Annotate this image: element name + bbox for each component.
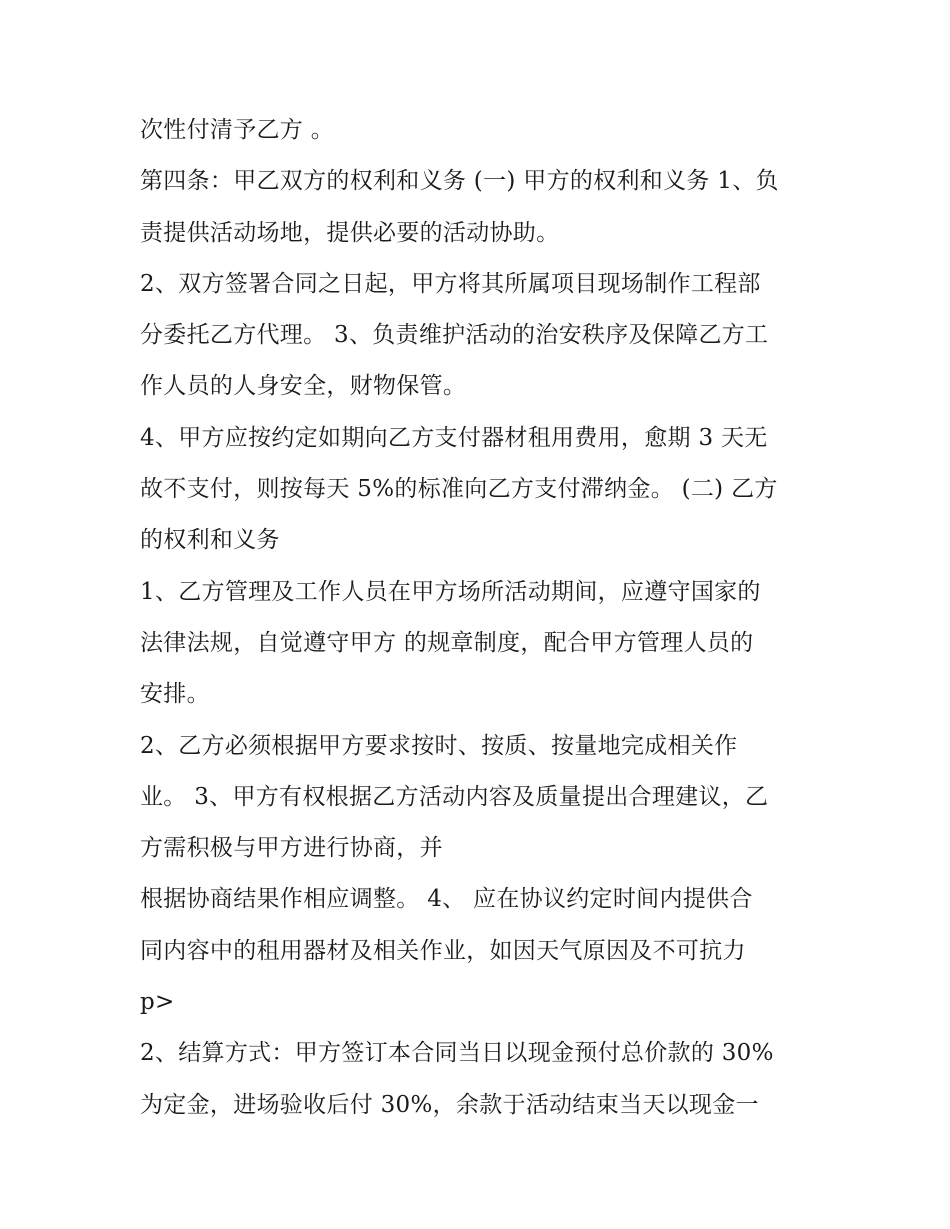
text-line: 2、结算方式：甲方签订本合同当日以现金预付总价款的 30% [140, 1040, 774, 1067]
text-line: p> [140, 989, 175, 1016]
text-line: 方需积极与甲方进行协商，并 [140, 835, 443, 862]
text-line: 责提供活动场地，提供必要的活动协助。 [140, 219, 560, 246]
text-line: 业。 3、甲方有权根据乙方活动内容及质量提出合理建议，乙 [140, 783, 769, 810]
text-line: 2、双方签署合同之日起，甲方将其所属项目现场制作工程部 [140, 270, 761, 297]
text-line: 2、乙方必须根据甲方要求按时、按质、按量地完成相关作 [140, 732, 738, 759]
text-line: 同内容中的租用器材及相关作业，如因天气原因及不可抗力 [140, 937, 746, 964]
text-line: 第四条：甲乙双方的权利和义务 (一) 甲方的权利和义务 1、负 [140, 168, 779, 195]
text-line: 故不支付，则按每天 5%的标准向乙方支付滞纳金。 (二) 乙方 [140, 476, 778, 503]
text-line: 1、乙方管理及工作人员在甲方场所活动期间，应遵守国家的 [140, 578, 761, 605]
text-line: 根据协商结果作相应调整。 4、 应在协议约定时间内提供合 [140, 886, 753, 913]
text-line: 的权利和义务 [140, 527, 280, 554]
text-line: 次性付清予乙方 。 [140, 117, 335, 143]
text-line: 为定金，进场验收后付 30%，余款于活动结束当天以现金一 [140, 1091, 759, 1118]
text-line: 4、甲方应按约定如期向乙方支付器材租用费用，愈期 3 天无 [140, 424, 768, 451]
text-line: 安排。 [140, 681, 210, 708]
text-line: 作人员的人身安全，财物保管。 [140, 373, 467, 400]
document-body [140, 105, 820, 1131]
text-line: 法律法规，自觉遵守甲方 的规章制度，配合甲方管理人员的 [140, 629, 754, 656]
text-line: 分委托乙方代理。 3、负责维护活动的治安秩序及保障乙方工 [140, 322, 769, 349]
